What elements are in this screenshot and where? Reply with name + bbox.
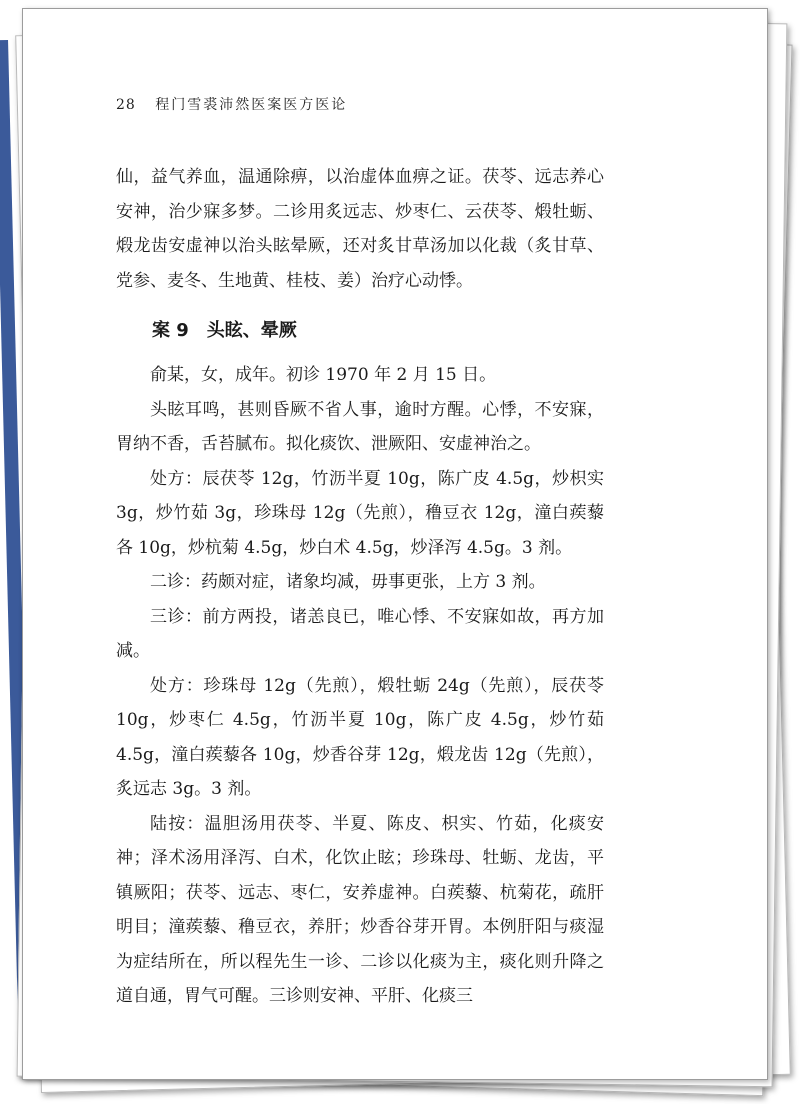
page-body — [116, 160, 604, 1014]
paragraph: 处方：辰茯苓 12g，竹沥半夏 10g，陈广皮 4.5g，炒枳实 3g，炒竹茹 3g，珍珠母 12g（先煎），穞豆衣 12g，潼白蒺藜各 10g，炒杭菊 4.5g，炒白术 4.5g，炒泽泻 4.5g。3 剂。 — [116, 468, 604, 558]
paragraph: 陆按：温胆汤用茯苓、半夏、陈皮、枳实、竹茹，化痰安神；泽术汤用泽泻、白术，化饮止眩；珍珠母、牡蛎、龙齿，平镇厥阳；茯苓、远志、枣仁，安养虚神。白蒺藜、杭菊花，疏肝明目；潼蒺藜、穞豆衣，养肝；炒香谷芽开胃。本例肝阳与痰湿为症结所在，所以程先生一诊、二诊以化痰为主，痰化则升降之道自通，胃气可醒。三诊则安神、平肝、化痰三 — [116, 813, 604, 1006]
paragraph: 头眩耳鸣，甚则昏厥不省人事，逾时方醒。心悸，不安寐，胃纳不香，舌苔腻布。拟化痰饮、泄厥阳、安虚神治之。 — [116, 399, 604, 454]
case-title: 头眩、晕厥 — [206, 320, 297, 341]
paragraph: 二诊：药颇对症，诸象均减，毋事更张，上方 3 剂。 — [150, 572, 546, 592]
case-number: 案 9 — [152, 320, 189, 341]
case-heading — [116, 314, 604, 348]
book-title: 程门雪裘沛然医案医方医论 — [155, 97, 348, 113]
page-number: 28 — [116, 97, 136, 113]
running-header — [116, 94, 347, 114]
paragraph: 三诊：前方两投，诸恙良已，唯心悸、不安寐如故，再方加减。 — [116, 606, 604, 661]
opening-paragraph: 仙，益气养血，温通除痹，以治虚体血痹之证。茯苓、远志养心安神，治少寐多梦。二诊用炙远志、炒枣仁、云茯苓、煅牡蛎、煅龙齿安虚神以治头眩晕厥，还对炙甘草汤加以化裁（炙甘草、党参、麦冬、生地黄、桂枝、姜）治疗心动悸。 — [116, 167, 604, 291]
paragraph: 处方：珍珠母 12g（先煎），煅牡蛎 24g（先煎），辰茯苓 10g，炒枣仁 4.5g，竹沥半夏 10g，陈广皮 4.5g，炒竹茹 4.5g，潼白蒺藜各 10g，炒香谷芽 12g，煅龙齿 12g（先煎），炙远志 3g。3 剂。 — [116, 675, 604, 799]
paragraph: 俞某，女，成年。初诊 1970 年 2 月 15 日。 — [150, 365, 497, 385]
